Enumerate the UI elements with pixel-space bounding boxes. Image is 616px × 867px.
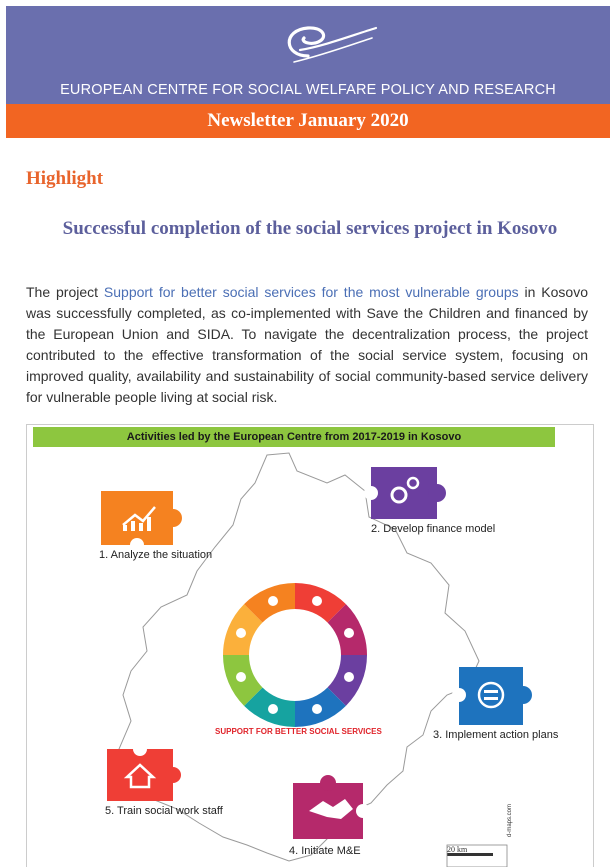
step-4-label: 4. Initiate M&E	[289, 845, 361, 857]
step-2-label: 2. Develop finance model	[371, 523, 496, 535]
puzzle-piece-train	[107, 742, 181, 801]
para-text-before: The project	[26, 284, 104, 300]
article-title: Successful completion of the social services project in Kosovo	[62, 218, 558, 239]
newsletter-content	[6, 138, 610, 866]
para-text-after: in Kosovo was successfully completed, as co-implemented with Save the Children and financed by the European Union and SIDA. To navigate the decentralization process, the project contributed to the effective transformation of the social service system, focusing on improved quality, availability and sustainability of social community-based service delivery for vulnerable people living at social risk.	[26, 284, 588, 405]
puzzle-piece-analyze	[101, 491, 182, 552]
project-link[interactable]: Support for better social services for the most vulnerable groups	[103, 284, 519, 300]
step-5-label: 5. Train social work staff	[105, 805, 223, 817]
step-3-label: 3. Implement action plans	[433, 729, 559, 741]
map-source: d-maps.com	[507, 803, 513, 837]
step-1-label: 1. Analyze the situation	[99, 549, 213, 561]
activities-infographic	[26, 424, 594, 867]
puzzle-piece-finance	[364, 467, 446, 519]
newsletter-header	[6, 6, 610, 104]
services-ring	[223, 583, 367, 727]
newsletter-banner: Newsletter January 2020	[6, 104, 610, 138]
infographic-graphics	[27, 425, 593, 867]
infographic-title: Activities led by the European Centre from 2017-2019 in Kosovo	[33, 427, 555, 447]
organization-name: EUROPEAN CENTRE FOR SOCIAL WELFARE POLICY AND RESEARCH	[60, 82, 556, 98]
puzzle-piece-implement	[452, 667, 532, 725]
puzzle-piece-me	[293, 775, 370, 839]
scale-text: 20 km	[447, 845, 468, 854]
center-label: SUPPORT FOR BETTER SOCIAL SERVICES	[215, 727, 382, 736]
article-paragraph	[26, 282, 588, 408]
section-heading: Highlight	[26, 168, 104, 189]
ecsw-logo	[264, 16, 384, 78]
